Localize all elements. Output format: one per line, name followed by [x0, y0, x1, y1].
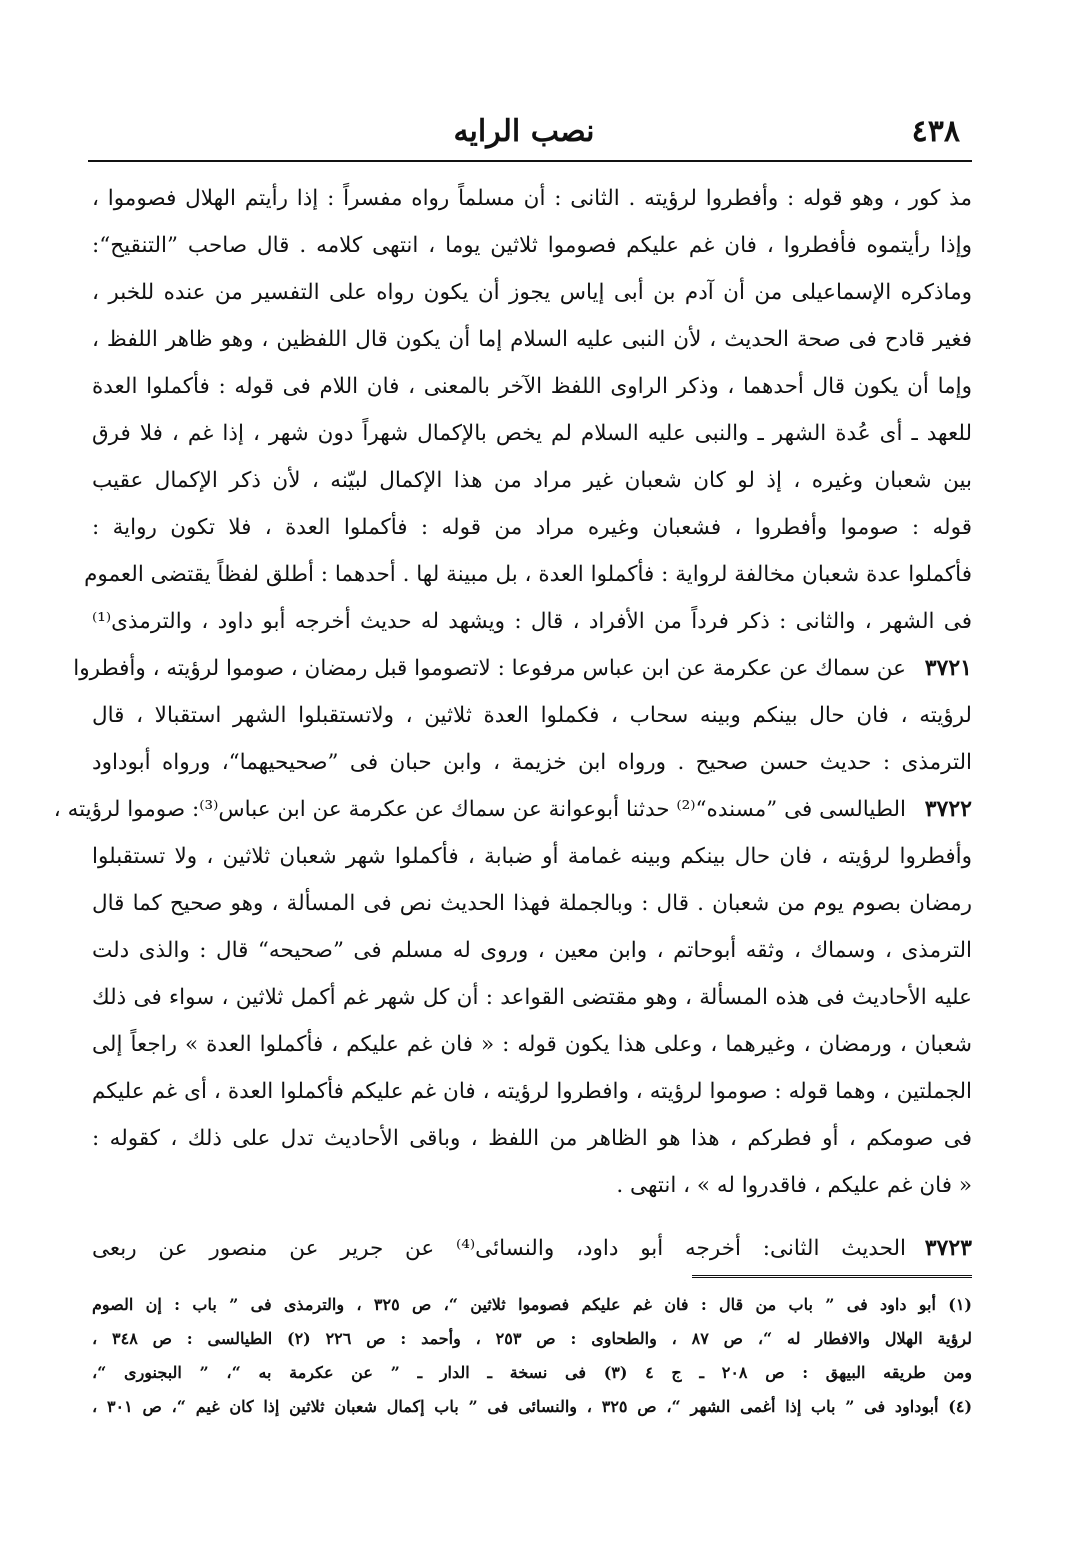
text-line: بين شعبان وغيره ، إذ لو كان شعبان غير مراد من هذا الإكمال لبيّنه ، لأن ذكر الإكمال عقيب	[92, 468, 972, 493]
text-line: وأفطروا لرؤيته ، فان حال بينكم وبينه غمامة أو ضبابة ، فأكملوا شهر شعبان ثلاثين ، ولا تستقبلوا	[92, 844, 972, 869]
hadith-3722-first-line	[53, 786, 972, 833]
footnote-line: (١) أبو داود فى ” باب من قال : فان غم عليكم فصوموا ثلاثين “، ص ٣٢٥ ، والترمذى فى ” باب : إن الصوم	[92, 1295, 972, 1314]
text-line: قوله : صوموا وأفطروا ، فشعبان وغيره مراد من قوله : فأكملوا العدة ، فلا تكون رواية :	[92, 515, 972, 540]
text-line: فى صومكم ، أو فطركم ، هذا هو الظاهر من اللفظ ، وباقى الأحاديث تدل على ذلك ، كقوله :	[92, 1126, 972, 1151]
hadith-text: الحديث الثانى: أخرجه أبو داود، والنسائى⁽⁴⁾ عن جرير عن منصور عن ربعى	[92, 1236, 906, 1261]
hadith-3721-first-line	[73, 645, 972, 692]
footnote-line: (٤) أبوداود فى ” باب إذا أغمى الشهر “، ص ٣٢٥ ، والنسائى فى ” باب إكمال شعبان ثلاثين إذا كان غيم “، ص ٣٠١ ،	[92, 1397, 973, 1416]
hadith-number: ٣٧٢١	[924, 655, 972, 681]
running-title: نصب الرايه	[453, 114, 595, 149]
footnote-line: لرؤية الهلال والافطار له “، ص ٨٧ ، والطحاوى : ص ٢٥٣ ، وأحمد : ص ٢٢٦ (٢) الطيالسى : ص ٣٤٨ ،	[92, 1329, 973, 1348]
text-line: وإما أن يكون قال أحدهما ، وذكر الراوى اللفظ الآخر بالمعنى ، فان اللام فى قوله : فأكملوا العدة	[92, 374, 972, 399]
footnote-line: ومن طريقه البيهق : ص ٢٠٨ ـ ج ٤ (٣) فى نسخة ـ الدار ـ ” عن عكرمة به “، ” البجنورى “،	[92, 1363, 972, 1382]
text-line: فغير قادح فى صحة الحديث ، لأن النبى عليه السلام إما أن يكون قال اللفظين ، وهو ظاهر اللفظ ،	[92, 327, 972, 352]
page-number: ٤٣٨	[911, 114, 960, 149]
text-line: فى الشهر ، والثانى : ذكر فرداً من الأفراد ، قال : ويشهد له حديث أخرجه أبو داود ، والترمذى⁽¹⁾	[92, 609, 972, 634]
text-line: شعبان ، ورمضان ، وغيرهما ، وعلى هذا يكون قوله : « فان غم عليكم ، فأكملوا العدة » راجعاً إلى	[92, 1032, 972, 1057]
footnote-rule	[692, 1275, 972, 1280]
text-line: فأكملوا عدة شعبان مخالفة لرواية : فأكملوا العدة ، بل مبينة لها . أحدهما : أطلق لفظاً يقتضى العموم	[84, 562, 972, 587]
footnotes	[92, 1288, 972, 1424]
text-line: الجملتين ، وهما قوله : صوموا لرؤيته ، وافطروا لرؤيته ، فان غم عليكم فأكملوا العدة ، أى غم عليكم	[92, 1079, 972, 1104]
section-gap	[92, 1209, 972, 1225]
hadith-3723-first-line	[92, 1225, 972, 1272]
text-line: وماذكره الإسماعيلى من أن آدم بن أبى إياس يجوز أن يكون رواه على التفسير من عنده للخبر ،	[92, 280, 972, 305]
text-line: للعهد ـ أى عُدة الشهر ـ والنبى عليه السلام لم يخص بالإكمال شهراً دون شهر ، إذا غم ، فلا فرق	[92, 421, 972, 446]
text-line: وإذا رأيتموه فأفطروا ، فان غم عليكم فصوموا ثلاثين يوما ، انتهى كلامه . قال صاحب ”التنقيح“:	[92, 233, 972, 258]
text-line: « فان غم عليكم ، فاقدروا له » ، انتهى .	[616, 1173, 972, 1198]
text-line: لرؤيته ، فان حال بينكم وبينه سحاب ، فكملوا العدة ثلاثين ، ولاتستقبلوا الشهر استقبالا ، قال	[92, 703, 972, 728]
text-line: الترمذى : حديث حسن صحيح . ورواه ابن خزيمة ، وابن حبان فى ”صحيحيهما“، ورواه أبوداود	[92, 750, 972, 775]
hadith-number: ٣٧٢٢	[924, 796, 972, 822]
text-line: عليه الأحاديث فى هذه المسألة ، وهو مقتضى القواعد : أن كل شهر غم أكمل ثلاثين ، سواء فى ذلك	[92, 985, 972, 1010]
text-line: رمضان بصوم يوم من شعبان . قال : وبالجملة فهذا الحديث نص فى المسألة ، وهو صحيح كما قال	[92, 891, 972, 916]
hadith-number: ٣٧٢٣	[924, 1235, 972, 1261]
text-line: الترمذى ، وسماك ، وثقه أبوحاتم ، وابن معين ، وروى له مسلم فى ”صحيحه“ قال : والذى دلت	[92, 938, 972, 963]
hadith-text: الطيالسى فى ”مسنده“⁽²⁾ حدثنا أبوعوانة عن سماك عن عكرمة عن ابن عباس⁽³⁾: صوموا لرؤيته ،	[53, 797, 906, 822]
hadith-text: عن سماك عن عكرمة عن ابن عباس مرفوعا : لاتصوموا قبل رمضان ، صوموا لرؤيته ، وأفطروا	[73, 656, 906, 681]
page-header	[88, 108, 960, 158]
text-line: مذ كور ، وهو قوله : وأفطروا لرؤيته . الثانى : أن مسلماً رواه مفسراً : إذا رأيتم الهلال فصوموا ،	[92, 186, 972, 211]
main-text	[53, 175, 972, 1272]
header-rule	[88, 160, 972, 162]
